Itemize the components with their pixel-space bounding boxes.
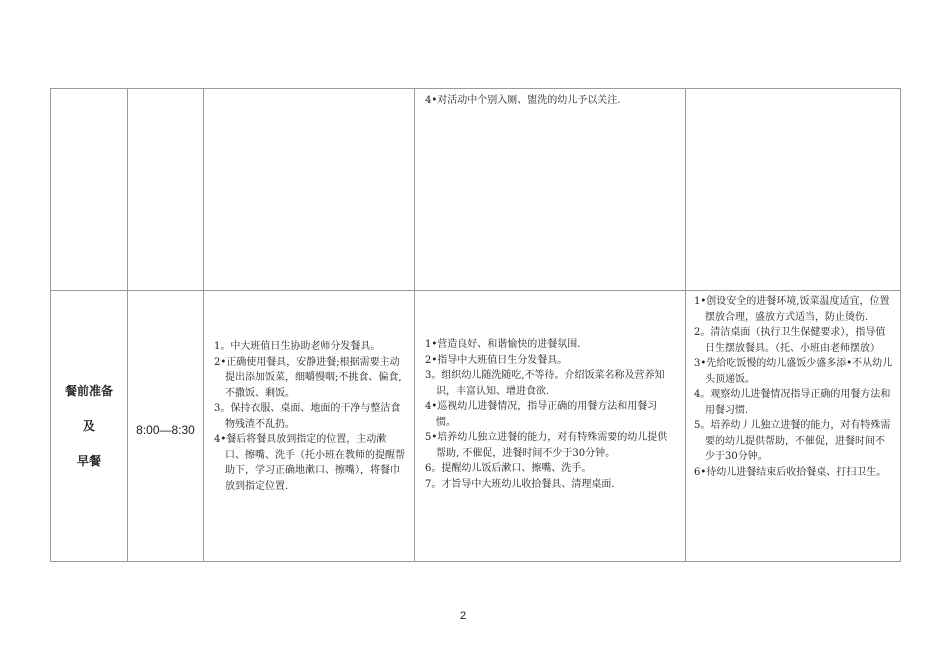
teacher-list: [415, 291, 685, 492]
list-item: 3•先给吃饭慢的幼儿盛饭少盛多添•不从幼儿头顶递饭。: [694, 358, 893, 385]
list-item: 2•指导中大班值日生分发餐具。: [425, 354, 568, 366]
list-item: 1。中大班值日生协助老师分发餐具。: [214, 341, 381, 352]
list-item: 3。保持衣服、桌面、地面的干净与整洁食物残渣不乱扔。: [214, 403, 401, 430]
list-item: 2。清洁桌面（执行卫生保健要求），指导值日生摆放餐具。（托、小班由老师摆放）: [694, 327, 886, 354]
caregiver-cell: [686, 89, 901, 291]
table-row: [51, 291, 901, 562]
time-cell: [128, 291, 204, 562]
page-number: 2: [460, 610, 467, 622]
teacher-note: 4•对活动中个别入厕、盥洗的幼儿予以关注.: [425, 95, 621, 106]
list-item: 3。组织幼儿随洗随吃,不等待。介绍饭菜名称及营养知识，丰富认知、增进食欲.: [425, 370, 665, 397]
schedule-table: [50, 88, 901, 562]
list-item: 5•培养幼儿独立进餐的能力，对有特殊需要的幼儿提供帮助, 不催促，进餐时间不少于30分钟。: [425, 432, 668, 459]
table-row: [51, 89, 901, 291]
list-item: 4。观察幼儿进餐情况指导正确的用餐方法和用餐习惯.: [694, 389, 891, 416]
list-item: 7。才旨导中大班幼儿收拾餐具、清理桌面.: [425, 478, 615, 490]
list-item: 1•创设安全的进餐环境,饭菜温度适宜，位置摆放合理，盛放方式适当，防止烫伤.: [694, 296, 890, 323]
teacher-cell: [415, 89, 686, 291]
teacher-cell: [415, 291, 686, 562]
list-item: 1•营造良好、和谐愉快的进餐氛围.: [425, 339, 581, 350]
section-title-line: 餐前准备: [64, 384, 113, 398]
time-cell: [128, 89, 204, 291]
section-title-line: 及: [82, 419, 95, 433]
time-range: 8:00—8:30: [136, 423, 195, 437]
children-list: [204, 291, 414, 494]
caregiver-cell: [686, 291, 901, 562]
section-cell: [51, 291, 128, 562]
list-item: 6。提醒幼儿饭后漱口、擦嘴、洗手。: [425, 463, 592, 474]
list-item: 5。培养幼丿儿独立进餐的能力，对有特殊需要的幼儿提供帮助，不催促，进餐时间不少于30分钟。: [694, 420, 891, 462]
section-cell: [51, 89, 128, 291]
list-item: 6•待幼儿进餐结束后收拾餐桌、打扫卫生。: [694, 466, 887, 478]
list-item: 2•正确使用餐具，安静进餐;根据需要主动提出添加饭菜，细嚼慢咽;不挑食、偏食,不撒饭、剩饭。: [214, 356, 402, 399]
children-cell: [204, 291, 415, 562]
section-title: [51, 385, 127, 467]
list-item: 4•餐后将餐具放到指定的位置，主动漱口、擦嘴、洗手（托小班在教师的提醒帮助下，学习正确地漱口、擦嘴），将餐巾放到指定位置.: [214, 434, 405, 492]
section-title-line: 早餐: [76, 454, 101, 468]
children-cell: [204, 89, 415, 291]
list-item: 4•巡视幼儿进餐情况，指导正确的用餐方法和用餐习惯。: [425, 401, 658, 428]
caregiver-list: [686, 291, 900, 480]
